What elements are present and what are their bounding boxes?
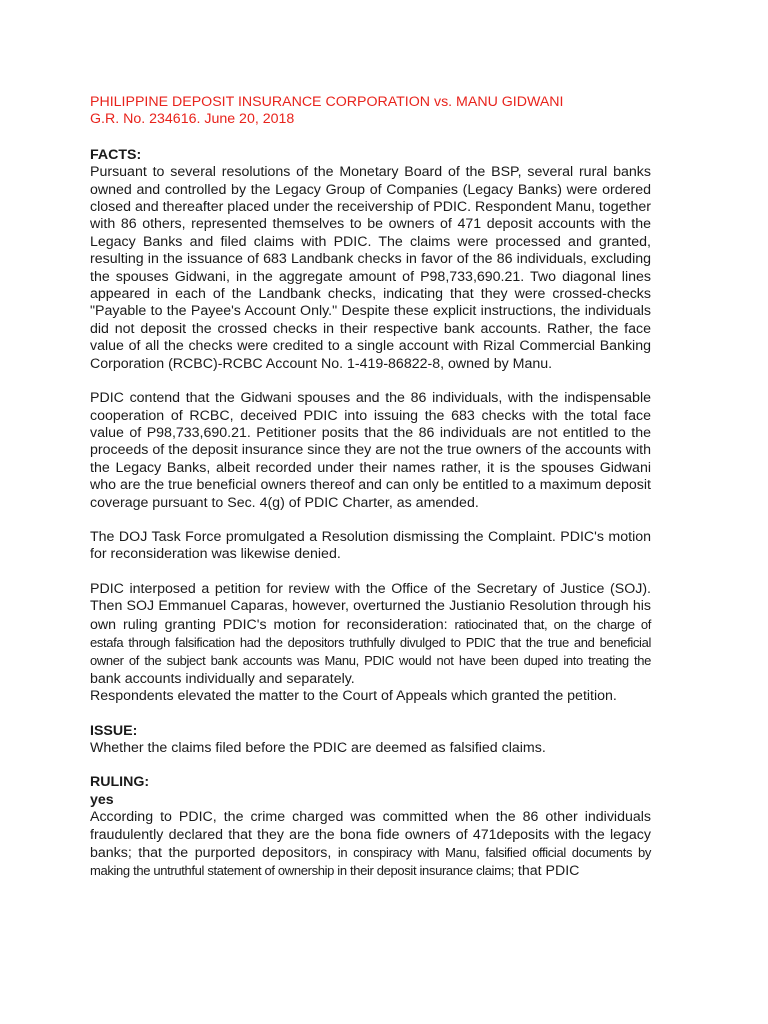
ruling-paragraph-1-part-1: According to PDIC, the crime charged was committed when the 86 other individuals fraudulently declared that they are the bona fide owners of 471deposits with the legacy banks; that the purported depositors, xyxy=(90,809,651,862)
facts-paragraph-1: Pursuant to several resolutions of the Monetary Board of the BSP, several rural banks owned and controlled by the Legacy Group of Companies (Legacy Banks) were ordered closed and thereafter placed under the receivership of PDIC. Respondent Manu, together with 86 others, represented themselves to be owners of 471 deposit accounts with the Legacy Banks and filed claims with PDIC. The claims were processed and granted, resulting in the issuance of 683 Landbank checks in favor of the 86 individuals, excluding the spouses Gidwani, in the aggregate amount of P98,733,690.21. Two diagonal lines appeared in each of the Landbank checks, indicating that they were crossed-checks "Payable to the Payee's Account Only." Despite these explicit instructions, the individuals did not deposit the crossed checks in their respective bank accounts. Rather, the face value of all the checks were credited to a single account with Rizal Commercial Banking Corporation (RCBC)-RCBC Account No. 1-419-86822-8, owned by Manu. xyxy=(90,164,651,372)
issue-text: Whether the claims filed before the PDIC are deemed as falsified claims. xyxy=(90,740,546,756)
case-citation: G.R. No. 234616. June 20, 2018 xyxy=(90,111,295,128)
ruling-paragraph-1-part-2: in conspiracy with Manu, falsified official documents by making the untruthful statement of ownership in their deposit insurance claims; xyxy=(90,845,652,879)
ruling-paragraph-1-part-3: that PDIC xyxy=(513,863,580,880)
facts-paragraph-4-quote: ratiocinated that, on the charge of estafa through falsification had the depositors truthfully divulged to PDIC that the true and beneficial owner of the subject bank accounts was Manu, PDIC would not have been duped into treating the xyxy=(90,616,651,669)
ruling-paragraph-1 xyxy=(90,809,651,881)
facts-paragraph-4-part-1: PDIC interposed a petition for review with the Office of the Secretary of Justice (SOJ). Then SOJ Emmanuel Caparas, however, overturned the Justianio Resolution through his own ruling granting PDIC's motion for reconsideration: xyxy=(90,580,651,633)
case-title: PHILIPPINE DEPOSIT INSURANCE CORPORATION vs. MANU GIDWANI xyxy=(90,94,564,110)
facts-paragraph-4-part-3: bank accounts individually and separately. xyxy=(90,670,355,687)
facts-paragraph-4 xyxy=(90,581,651,688)
facts-heading: FACTS: xyxy=(90,146,142,163)
issue-heading: ISSUE: xyxy=(90,722,138,739)
document-page xyxy=(90,94,651,881)
ruling-answer: yes xyxy=(90,791,114,808)
facts-paragraph-5: Respondents elevated the matter to the Court of Appeals which granted the petition. xyxy=(90,688,617,705)
facts-paragraph-3: The DOJ Task Force promulgated a Resolution dismissing the Complaint. PDIC's motion for reconsideration was likewise denied. xyxy=(90,528,651,563)
ruling-heading: RULING: xyxy=(90,774,150,791)
facts-paragraph-2: PDIC contend that the Gidwani spouses and the 86 individuals, with the indispensable cooperation of RCBC, deceived PDIC into issuing the 683 checks with the total face value of P98,733,690.21. Petitioner posits that the 86 individuals are not entitled to the proceeds of the deposit insurance since they are not the true owners of the accounts with the Legacy Banks, albeit recorded under their names rather, it is the spouses Gidwani who are the true beneficial owners thereof and can only be entitled to a maximum deposit coverage pursuant to Sec. 4(g) of PDIC Charter, as amended. xyxy=(90,390,651,511)
